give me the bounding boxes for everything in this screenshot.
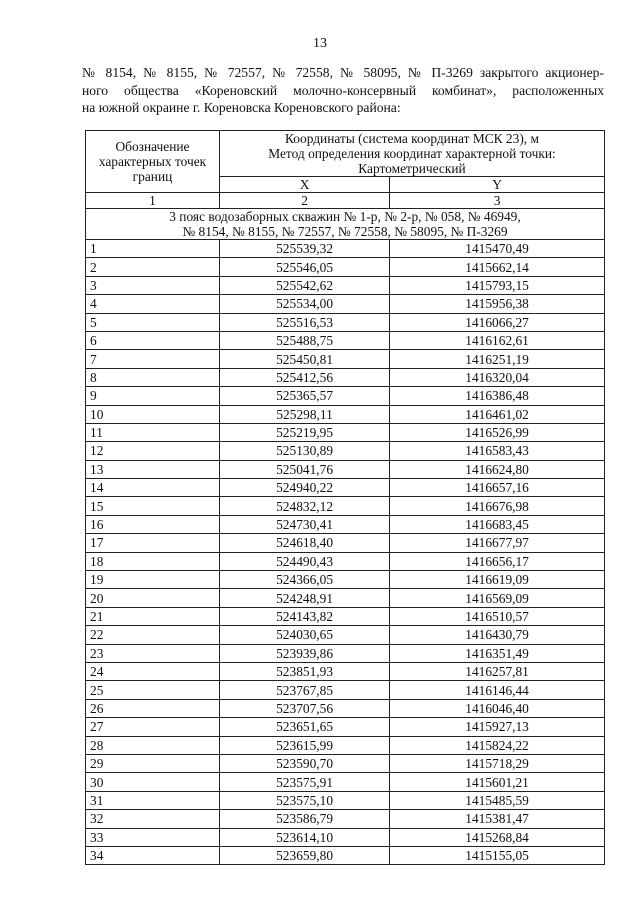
- table-row: [86, 736, 605, 754]
- point-number: 19: [86, 571, 220, 589]
- intro-line: № 8154, № 8155, № 72557, № 72558, № 58095, № П-3269 закрытого акционер-: [82, 65, 604, 80]
- column-index-1: 1: [86, 193, 220, 209]
- point-number: 21: [86, 607, 220, 625]
- y-coordinate: 1415662,14: [390, 258, 605, 276]
- x-coordinate: 524730,41: [220, 515, 390, 533]
- y-coordinate: 1416162,61: [390, 331, 605, 349]
- point-number: 3: [86, 276, 220, 294]
- section-title: [86, 209, 605, 240]
- x-coordinate: 525546,05: [220, 258, 390, 276]
- x-coordinate: 524940,22: [220, 479, 390, 497]
- point-number: 17: [86, 534, 220, 552]
- table-row: [86, 313, 605, 331]
- table-row: [86, 368, 605, 386]
- x-coordinate: 525041,76: [220, 460, 390, 478]
- x-coordinate: 524248,91: [220, 589, 390, 607]
- y-coordinate: 1416066,27: [390, 313, 605, 331]
- point-number: 22: [86, 626, 220, 644]
- table-row: [86, 350, 605, 368]
- y-coordinate: 1416656,17: [390, 552, 605, 570]
- x-coordinate: 523651,65: [220, 718, 390, 736]
- point-number: 27: [86, 718, 220, 736]
- header-x: X: [220, 177, 390, 193]
- point-number: 26: [86, 699, 220, 717]
- y-coordinate: 1415927,13: [390, 718, 605, 736]
- y-coordinate: 1416526,99: [390, 423, 605, 441]
- point-number: 5: [86, 313, 220, 331]
- x-coordinate: 524490,43: [220, 552, 390, 570]
- header-coordinates-system: Координаты (система координат МСК 23), м: [285, 131, 539, 146]
- table-row: [86, 662, 605, 680]
- x-coordinate: 523939,86: [220, 644, 390, 662]
- table-row: [86, 295, 605, 313]
- point-number: 33: [86, 828, 220, 846]
- x-coordinate: 524832,12: [220, 497, 390, 515]
- point-number: 24: [86, 662, 220, 680]
- table-row: [86, 240, 605, 258]
- table-row: [86, 810, 605, 828]
- table-row: [86, 828, 605, 846]
- point-number: 9: [86, 387, 220, 405]
- table-row: [86, 626, 605, 644]
- x-coordinate: 525219,95: [220, 423, 390, 441]
- y-coordinate: 1416619,09: [390, 571, 605, 589]
- x-coordinate: 525365,57: [220, 387, 390, 405]
- table-row: [86, 681, 605, 699]
- x-coordinate: 524366,05: [220, 571, 390, 589]
- table-row: [86, 552, 605, 570]
- point-number: 12: [86, 442, 220, 460]
- page-number: 13: [313, 36, 327, 51]
- y-coordinate: 1416320,04: [390, 368, 605, 386]
- point-number: 16: [86, 515, 220, 533]
- table-row: [86, 644, 605, 662]
- point-number: 18: [86, 552, 220, 570]
- point-number: 8: [86, 368, 220, 386]
- point-number: 15: [86, 497, 220, 515]
- x-coordinate: 525488,75: [220, 331, 390, 349]
- y-coordinate: 1416461,02: [390, 405, 605, 423]
- table-row: [86, 479, 605, 497]
- header-method-value: Картометрический: [358, 161, 466, 176]
- x-coordinate: 525412,56: [220, 368, 390, 386]
- x-coordinate: 523851,93: [220, 662, 390, 680]
- point-number: 30: [86, 773, 220, 791]
- table-row: [86, 515, 605, 533]
- point-number: 20: [86, 589, 220, 607]
- x-coordinate: 524143,82: [220, 607, 390, 625]
- y-coordinate: 1416386,48: [390, 387, 605, 405]
- table-row: [86, 773, 605, 791]
- point-number: 29: [86, 754, 220, 772]
- table-row: [86, 718, 605, 736]
- table-row: [86, 534, 605, 552]
- x-coordinate: 525516,53: [220, 313, 390, 331]
- coordinates-table: [85, 130, 605, 865]
- table-row: [86, 699, 605, 717]
- point-number: 6: [86, 331, 220, 349]
- y-coordinate: 1415793,15: [390, 276, 605, 294]
- table-row: [86, 442, 605, 460]
- point-number: 34: [86, 846, 220, 864]
- x-coordinate: 523767,85: [220, 681, 390, 699]
- x-coordinate: 525450,81: [220, 350, 390, 368]
- point-number: 23: [86, 644, 220, 662]
- table-row: [86, 846, 605, 864]
- y-coordinate: 1415824,22: [390, 736, 605, 754]
- x-coordinate: 524030,65: [220, 626, 390, 644]
- point-number: 14: [86, 479, 220, 497]
- y-coordinate: 1415155,05: [390, 846, 605, 864]
- y-coordinate: 1415956,38: [390, 295, 605, 313]
- point-number: 11: [86, 423, 220, 441]
- point-number: 7: [86, 350, 220, 368]
- point-number: 10: [86, 405, 220, 423]
- column-index-3: 3: [390, 193, 605, 209]
- table-row: [86, 791, 605, 809]
- x-coordinate: 525542,62: [220, 276, 390, 294]
- x-coordinate: 525130,89: [220, 442, 390, 460]
- table-row: [86, 571, 605, 589]
- x-coordinate: 525534,00: [220, 295, 390, 313]
- y-coordinate: 1416351,49: [390, 644, 605, 662]
- x-coordinate: 525539,32: [220, 240, 390, 258]
- y-coordinate: 1415485,59: [390, 791, 605, 809]
- point-number: 32: [86, 810, 220, 828]
- intro-line: ного общества «Кореновский молочно-консервный комбинат», расположенных: [82, 82, 604, 98]
- x-coordinate: 523614,10: [220, 828, 390, 846]
- x-coordinate: 525298,11: [220, 405, 390, 423]
- x-coordinate: 523575,91: [220, 773, 390, 791]
- y-coordinate: 1416683,45: [390, 515, 605, 533]
- x-coordinate: 523615,99: [220, 736, 390, 754]
- y-coordinate: 1416046,40: [390, 699, 605, 717]
- y-coordinate: 1416146,44: [390, 681, 605, 699]
- point-number: 25: [86, 681, 220, 699]
- table-row: [86, 276, 605, 294]
- y-coordinate: 1416257,81: [390, 662, 605, 680]
- header-method: Метод определения координат характерной точки:: [268, 146, 556, 161]
- y-coordinate: 1416430,79: [390, 626, 605, 644]
- point-number: 1: [86, 240, 220, 258]
- table-row: [86, 754, 605, 772]
- x-coordinate: 523575,10: [220, 791, 390, 809]
- point-number: 4: [86, 295, 220, 313]
- y-coordinate: 1415601,21: [390, 773, 605, 791]
- y-coordinate: 1415718,29: [390, 754, 605, 772]
- x-coordinate: 523659,80: [220, 846, 390, 864]
- point-number: 13: [86, 460, 220, 478]
- point-number: 28: [86, 736, 220, 754]
- header-y: Y: [390, 177, 605, 193]
- y-coordinate: 1416251,19: [390, 350, 605, 368]
- table-row: [86, 331, 605, 349]
- column-index-2: 2: [220, 193, 390, 209]
- y-coordinate: 1416657,16: [390, 479, 605, 497]
- intro-line: на южной окраине г. Кореновска Кореновского района:: [82, 100, 401, 115]
- y-coordinate: 1415268,84: [390, 828, 605, 846]
- point-number: 2: [86, 258, 220, 276]
- y-coordinate: 1416510,57: [390, 607, 605, 625]
- y-coordinate: 1416624,80: [390, 460, 605, 478]
- table-body: [86, 240, 605, 865]
- table-row: [86, 258, 605, 276]
- header-coordinates: [220, 131, 605, 177]
- table-row: [86, 405, 605, 423]
- table-row: [86, 607, 605, 625]
- table-row: [86, 423, 605, 441]
- table-row: [86, 589, 605, 607]
- table-row: [86, 387, 605, 405]
- table-row: [86, 460, 605, 478]
- y-coordinate: 1415381,47: [390, 810, 605, 828]
- x-coordinate: 523586,79: [220, 810, 390, 828]
- intro-paragraph: [82, 64, 604, 117]
- x-coordinate: 523707,56: [220, 699, 390, 717]
- section-title-line: 3 пояс водозаборных скважин № 1-р, № 2-р, № 058, № 46949,: [169, 209, 521, 224]
- header-point-designation: Обозначение характерных точек границ: [86, 131, 220, 193]
- y-coordinate: 1415470,49: [390, 240, 605, 258]
- y-coordinate: 1416569,09: [390, 589, 605, 607]
- x-coordinate: 523590,70: [220, 754, 390, 772]
- x-coordinate: 524618,40: [220, 534, 390, 552]
- y-coordinate: 1416677,97: [390, 534, 605, 552]
- y-coordinate: 1416583,43: [390, 442, 605, 460]
- section-title-line: № 8154, № 8155, № 72557, № 72558, № 58095, № П-3269: [182, 224, 508, 239]
- point-number: 31: [86, 791, 220, 809]
- table-row: [86, 497, 605, 515]
- y-coordinate: 1416676,98: [390, 497, 605, 515]
